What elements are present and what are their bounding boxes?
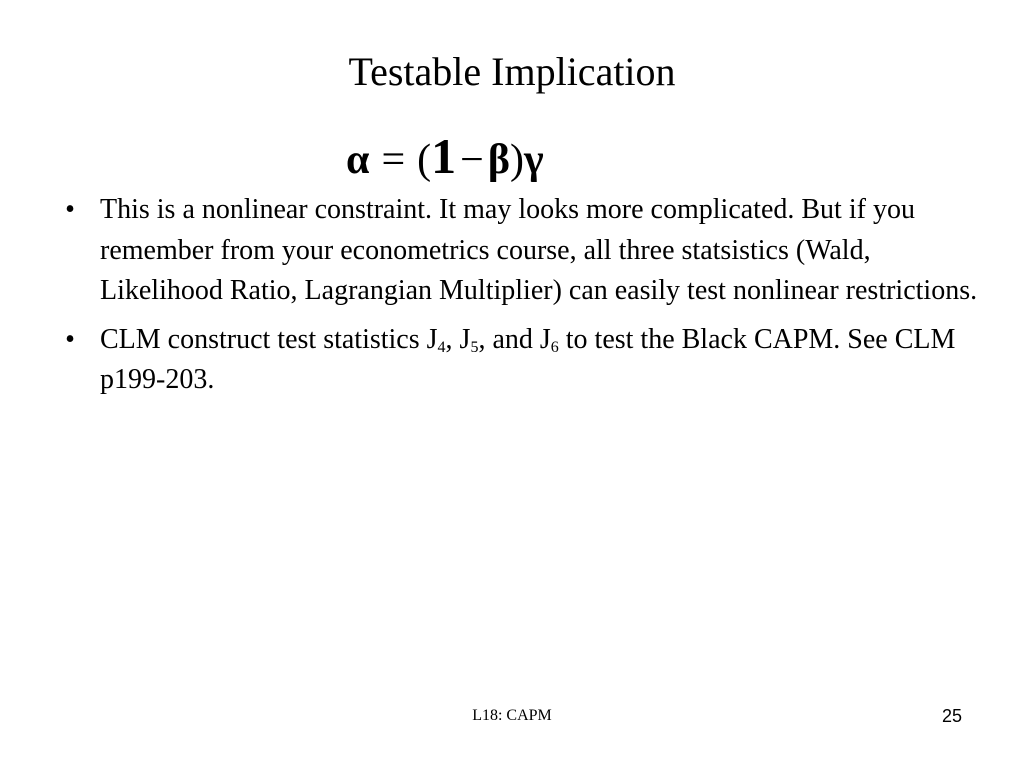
equation [346, 128, 544, 184]
bullet-text-part: , J [445, 323, 471, 355]
subscript: 4 [437, 338, 446, 356]
slide-title: Testable Implication [348, 49, 676, 94]
equation-open-paren: ( [417, 137, 432, 183]
equation-gamma: γ [523, 137, 544, 183]
bullet-item-nonlinear [60, 190, 980, 312]
page-number: 25 [941, 706, 962, 726]
bullet-text-part: to test the Black CAPM. See CLM p199-203. [100, 323, 956, 395]
equation-beta: β [487, 137, 510, 183]
subscript: 6 [550, 338, 559, 356]
bullet-list [60, 190, 980, 409]
bullet-text-part: , and J [478, 323, 551, 355]
equation-alpha: α [346, 137, 370, 183]
equation-one: 1 [431, 128, 457, 184]
footer-label: L18: CAPM [472, 707, 552, 724]
bullet-text-part: CLM construct test statistics J [100, 323, 438, 355]
equation-equals: = [381, 137, 406, 183]
bullet-mark: • [65, 323, 75, 355]
bullet-text: This is a nonlinear constraint. It may looks more complicated. But if you remember from your econometrics course, all three statsistics (Wald, Likelihood Ratio, Lagrangian Multiplier) can easily test nonlinear restrictions. [100, 194, 978, 306]
equation-minus: − [460, 137, 484, 183]
bullet-mark: • [65, 194, 75, 225]
subscript: 5 [470, 338, 479, 356]
equation-close-paren: ) [509, 137, 524, 183]
bullet-item-clm [60, 320, 980, 401]
